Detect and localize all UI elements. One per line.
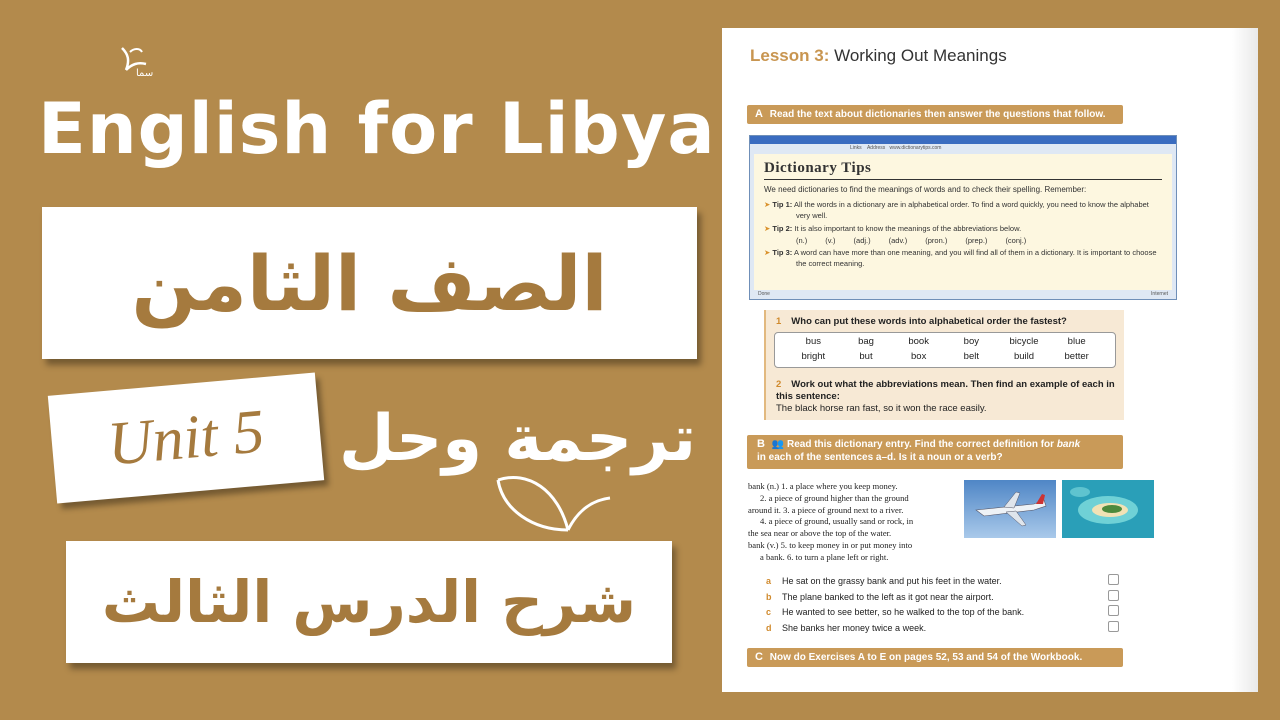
lesson-card <box>66 541 672 663</box>
tip-2 <box>764 223 1162 234</box>
section-b-text-1: Read this dictionary entry. Find the correct definition for <box>786 439 1055 450</box>
answer-checkbox[interactable] <box>1108 574 1119 585</box>
sentence-d <box>766 621 1126 637</box>
page-edge <box>1232 28 1258 692</box>
unit-label: Unit 5 <box>104 396 267 479</box>
grade-label: الصف الثامن <box>131 238 608 328</box>
address-label: Address <box>866 145 886 151</box>
answer-checkbox[interactable] <box>1108 590 1119 601</box>
word: but <box>859 351 873 362</box>
section-c-bar <box>747 648 1123 667</box>
word: build <box>1013 351 1035 362</box>
section-a-text: Read the text about dictionaries then answer the questions that follow. <box>769 109 1106 120</box>
question-1 <box>776 316 1067 328</box>
word: box <box>911 351 927 362</box>
questions-panel <box>764 310 1124 420</box>
dictionary-intro: We need dictionaries to find the meanings of words and to check their spelling. Remember: <box>764 185 1087 194</box>
entry-line: bank (v.) 5. to keep money in or put money into <box>748 539 913 550</box>
abbreviation-list <box>764 236 1162 245</box>
textbook-page <box>722 28 1258 692</box>
word: belt <box>963 351 979 362</box>
status-done: Done <box>758 291 770 297</box>
logo-text: سما <box>136 68 154 78</box>
sentence-text: The plane banked to the left as it got near the airport. <box>782 591 994 602</box>
entry-line: 2. a piece of ground higher than the ground <box>760 492 909 503</box>
section-b-letter: B <box>757 438 765 450</box>
word: bus <box>805 336 821 347</box>
section-a-bar <box>747 105 1123 124</box>
tip-label: Tip 3: <box>772 248 793 257</box>
translate-label: ترجمة وحل <box>339 402 696 476</box>
section-b-keyword: bank <box>1056 439 1081 450</box>
abbreviation: (adj.) <box>853 236 871 245</box>
sentence-a <box>766 574 1126 590</box>
tip-3 <box>764 247 1162 269</box>
question-text: Who can put these words into alphabetical order the fastest? <box>791 316 1067 327</box>
arrow-icon: ➤ <box>764 248 771 257</box>
tip-text: All the words in a dictionary are in alphabetical order. To find a word quickly, you need to know the alphabet very well. <box>793 200 1149 220</box>
lesson-label: شرح الدرس الثالث <box>101 568 637 636</box>
word: better <box>1064 351 1089 362</box>
sama-logo-icon <box>116 44 156 78</box>
question-text: Work out what the abbreviations mean. Then find an example of each in this sentence: <box>776 379 1115 402</box>
sentence-b <box>766 590 1126 606</box>
word-box <box>774 332 1116 368</box>
status-internet: Internet <box>1151 291 1168 297</box>
abbreviation: (v.) <box>825 236 836 245</box>
word: bright <box>801 351 826 362</box>
sentence-list <box>766 574 1126 636</box>
dictionary-tips-title: Dictionary Tips <box>764 160 1162 180</box>
arrow-icon: ➤ <box>764 224 771 233</box>
answer-checkbox[interactable] <box>1108 605 1119 616</box>
section-c-letter: C <box>755 651 763 663</box>
browser-url: www.dictionarytips.com <box>889 145 942 151</box>
question-number: 2 <box>776 379 782 390</box>
airplane-photo <box>964 480 1056 538</box>
grade-card <box>42 207 697 359</box>
browser-titlebar <box>750 136 1176 144</box>
main-title: English for Libya <box>38 88 716 170</box>
entry-line: the sea near or above the top of the water. <box>748 528 892 539</box>
tip-label: Tip 2: <box>772 224 793 233</box>
sentence-text: He wanted to see better, so he walked to the top of the bank. <box>782 607 1025 617</box>
lesson-title: Working Out Meanings <box>834 46 1007 65</box>
sentence-c <box>766 605 1126 621</box>
sentence-letter: a <box>766 576 772 586</box>
island-photo <box>1062 480 1154 538</box>
question-number: 1 <box>776 316 782 327</box>
question-2 <box>776 379 1121 415</box>
abbreviation: (adv.) <box>888 236 908 245</box>
word: book <box>908 336 929 347</box>
abbreviation: (prep.) <box>965 236 988 245</box>
browser-address-bar <box>750 144 1176 152</box>
abbreviation: (n.) <box>796 236 808 245</box>
tip-label: Tip 1: <box>772 200 793 209</box>
sentence-letter: b <box>766 591 772 602</box>
answer-checkboxes <box>1108 574 1119 636</box>
abbreviation: (conj.) <box>1005 236 1027 245</box>
word: bicycle <box>1009 336 1039 347</box>
question-sentence: The black horse ran fast, so it won the race easily. <box>776 403 987 414</box>
tip-text: A word can have more than one meaning, and you will find all of them in a dictionary. It is important to choose the correct meaning. <box>793 248 1157 268</box>
unit-card <box>48 373 324 504</box>
lesson-number: Lesson 3: <box>750 46 830 65</box>
entry-line: a bank. 6. to turn a plane left or right. <box>760 551 889 562</box>
dictionary-entry <box>748 481 958 564</box>
entry-line: 4. a piece of ground, usually sand or rock, in <box>760 516 914 527</box>
abbreviation: (pron.) <box>925 236 948 245</box>
word: boy <box>963 336 979 347</box>
lesson-heading <box>750 46 1007 66</box>
dictionary-tips-content <box>754 154 1172 290</box>
entry-line: bank (n.) 1. a place where you keep money. <box>748 481 898 491</box>
sentence-letter: d <box>766 622 772 633</box>
browser-window <box>749 135 1177 300</box>
browser-status-bar <box>750 290 1176 299</box>
sentence-text: She banks her money twice a week. <box>782 622 927 633</box>
answer-checkbox[interactable] <box>1108 621 1119 632</box>
sentence-letter: c <box>766 607 772 617</box>
tip-1 <box>764 199 1162 221</box>
links-label: Links <box>850 145 862 151</box>
pair-work-icon: 👥 <box>771 439 785 450</box>
arrow-icon: ➤ <box>764 200 771 209</box>
entry-line: around it. 3. a piece of ground next to a river. <box>748 504 904 515</box>
sentence-text: He sat on the grassy bank and put his feet in the water. <box>782 576 1002 586</box>
section-b-bar <box>747 435 1123 469</box>
section-c-text: Now do Exercises A to E on pages 52, 53 and 54 of the Workbook. <box>769 652 1083 663</box>
section-b-text-2: in each of the sentences a–d. Is it a noun or a verb? <box>757 452 1003 463</box>
tip-text: It is also important to know the meanings of the abbreviations below. <box>794 224 1022 233</box>
word: bag <box>858 336 874 347</box>
word: blue <box>1067 336 1086 347</box>
section-a-letter: A <box>755 108 763 120</box>
